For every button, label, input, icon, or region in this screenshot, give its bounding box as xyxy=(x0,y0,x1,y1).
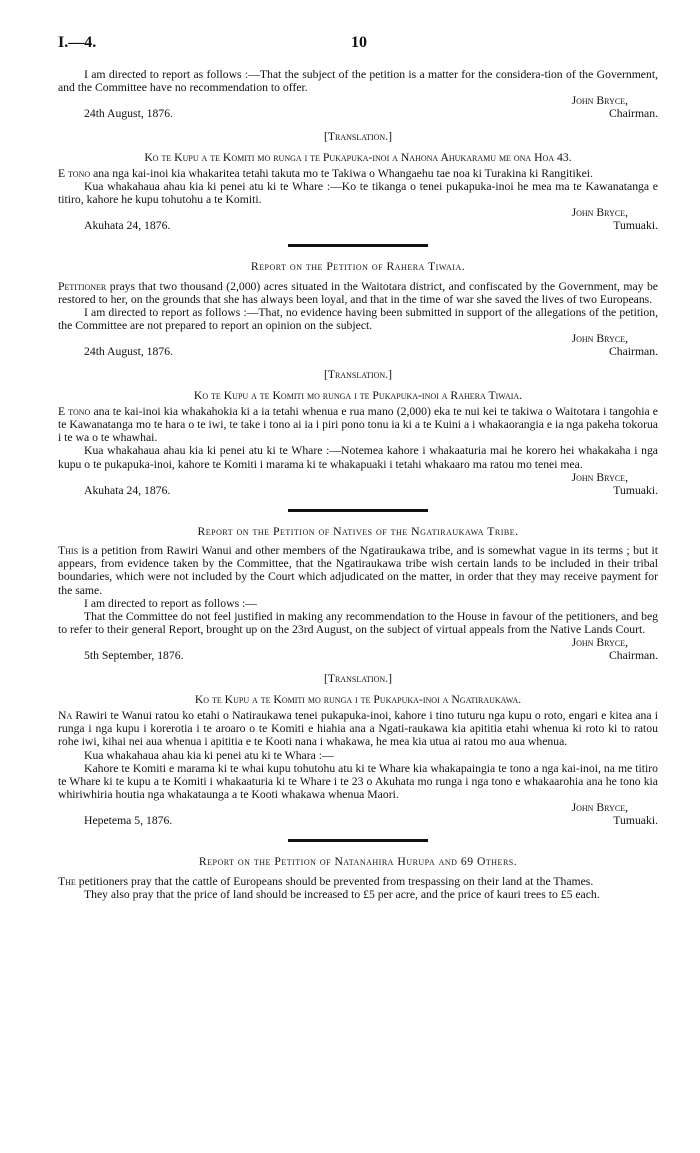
translation-label: [Translation.] xyxy=(323,672,393,686)
signatory-name: John Bryce, xyxy=(571,206,628,220)
lead-words: Petitioner xyxy=(58,279,107,293)
lead-words: This xyxy=(58,544,79,558)
report-date: Hepetema 5, 1876. xyxy=(84,814,173,828)
lead-words: The xyxy=(58,874,76,888)
section-title: Report on the Petition of Natanahira Hurupa and 69 Others. xyxy=(198,855,518,869)
report-date: 24th August, 1876. xyxy=(84,345,173,359)
signatory-name: John Bryce, xyxy=(571,332,628,346)
lead-words: E tono xyxy=(58,404,91,418)
document-body xyxy=(58,68,658,901)
report-date: Akuhata 24, 1876. xyxy=(84,483,171,497)
report-paragraph: This is a petition from Rawiri Wanui and other members of the Ngatiraukawa tribe, and is somewhat vague in its terms ; but it appears, from evidence taken by the Committee, that the Ngatiraukawa tribe wish certain lands to be included in their tribal boundaries, which were not included by the Court which adjudicated on the matter, in order that they may receive payment for the same. xyxy=(58,544,658,597)
signatory-role: Chairman. xyxy=(608,345,658,359)
signatory-role: Tumuaki. xyxy=(613,814,658,828)
report-paragraph: The petitioners pray that the cattle of Europeans should be prevented from trespassing on their land at the Thames. xyxy=(58,874,594,888)
lead-words: Na xyxy=(58,708,73,722)
document-reference: I.—4. xyxy=(58,34,97,51)
signatory-name: John Bryce, xyxy=(571,636,628,650)
report-paragraph: They also pray that the price of land should be increased to £5 per acre, and the price of kauri trees to £5 each. xyxy=(84,887,600,901)
lead-words: E tono xyxy=(58,166,91,180)
signature-block xyxy=(58,332,658,358)
report-date: 5th September, 1876. xyxy=(84,649,184,663)
report-paragraph: E tono ana nga kai-inoi kia whakaritea tetahi takuta mo te Takiwa o Whangaehu tae noa ki Turakina ki Rangitikei. xyxy=(58,166,593,180)
section-title: Ko te Kupu a te Komiti mo runga i te Pukapuka-inoi a Nahona Ahukaramu me ona Hoa 43. xyxy=(144,150,572,164)
translation-label: [Translation.] xyxy=(323,130,393,144)
section-divider xyxy=(288,509,428,512)
section-divider xyxy=(288,839,428,842)
page-header xyxy=(58,34,658,54)
report-paragraph: I am directed to report as follows :—That, no evidence having been submitted in support of the allegations of the petition, the Committee are not prepared to report an opinion on the subject. xyxy=(58,306,658,333)
translation-label: [Translation.] xyxy=(323,368,393,382)
signatory-role: Tumuaki. xyxy=(613,219,658,233)
report-paragraph: Kua whakahaua ahau kia ki penei atu ki te Whare :—Ko te tikanga o tenei pukapuka-inoi he mea ma te Kawanatanga e titiro, kahore he kupu tohutohu a te Komiti. xyxy=(58,180,658,207)
signature-block xyxy=(58,801,658,827)
signature-block xyxy=(58,636,658,662)
signatory-name: John Bryce, xyxy=(571,801,628,815)
section-title: Ko te Kupu a te Komiti mo runga i te Pukapuka-inoi a Rahera Tiwaia. xyxy=(193,388,523,402)
report-paragraph: Kahore te Komiti e marama ki te whai kupu tohutohu atu ki te Whare kia whakapaingia te tono a nga kai-inoi, na me titiro te Whare ki te kupu a te Komiti i whakaaturia ki te Whare i te 23 o Akuhata mo runga i nga tono e whakaarohia ana he tono kia whiriwhiria houtia nga whakataunga a te Kooti whakawa whenua Maori. xyxy=(58,761,658,802)
report-date: Akuhata 24, 1876. xyxy=(84,219,171,233)
report-date: 24th August, 1876. xyxy=(84,107,173,121)
report-paragraph: E tono ana te kai-inoi kia whakahokia ki a ia tetahi whenua e rua mano (2,000) eka te nui kei te takiwa o Waitotara i tangohia e te Kawanatanga mo te hara o te iwi, te take i tono ai ia i piri pono tonu ia ki a te Kuini a i whakaorangia e ia nga pakeha tokorua i te wa o te whawhai. xyxy=(58,404,658,445)
report-paragraph: Petitioner prays that two thousand (2,000) acres situated in the Waitotara district, and confiscated by the Government, may be restored to her, on the grounds that she has always been loyal, and that in the time of war she saved the lives of two Europeans. xyxy=(58,279,658,306)
signatory-role: Tumuaki. xyxy=(613,483,658,497)
signature-block xyxy=(58,471,658,497)
report-paragraph: Kua whakahaua ahau kia ki penei atu ki te Whara :— xyxy=(84,748,334,762)
page-number: 10 xyxy=(351,34,367,51)
report-paragraph: I am directed to report as follows :—That the subject of the petition is a matter for the considera-tion of the Government, and the Committee have no recommendation to offer. xyxy=(58,68,658,95)
signatory-name: John Bryce, xyxy=(571,94,628,108)
report-paragraph: Kua whakahaua ahau kia ki penei atu ki te Whare :—Notemea kahore i whakaaturia mai he korero hei whakakaha i nga kupu o te pukapuka-inoi, kahore te Komiti i marama ki te whakapuaki i tetahi whakaaro ma ratou mo tenei mea. xyxy=(58,444,658,471)
section-title: Report on the Petition of Natives of the Ngatiraukawa Tribe. xyxy=(197,524,519,538)
signatory-name: John Bryce, xyxy=(571,470,628,484)
section-divider xyxy=(288,244,428,247)
report-paragraph: Na Rawiri te Wanui ratou ko etahi o Natiraukawa tenei pukapuka-inoi, kahore i tino tuturu nga kupu o roto, engari e kitea ana i runga i nga kupu i korerotia i te aroaro o te Komiti e hiahia ana a Ngati-raukawa kia apititia etahi whenua ki roto ki to ratou rohe iwi, kihai nei aua whenua i apititia e te Kooti nana i whakawa, he mea kia utua ai ratou mo aua whenua. xyxy=(58,708,658,749)
signature-block xyxy=(58,94,658,120)
report-paragraph: That the Committee do not feel justified in making any recommendation to the House in favour of the petitioners, and beg to refer to their general Report, brought up on the 23rd August, on the subject of virtual appeals from the Native Lands Court. xyxy=(58,610,658,637)
signatory-role: Chairman. xyxy=(608,649,658,663)
section-title: Ko te Kupu a te Komiti mo runga i te Pukapuka-inoi a Ngatiraukawa. xyxy=(194,692,522,706)
section-title: Report on the Petition of Rahera Tiwaia. xyxy=(250,260,466,274)
signature-block xyxy=(58,206,658,232)
signatory-role: Chairman. xyxy=(608,107,658,121)
report-paragraph: I am directed to report as follows :— xyxy=(84,596,257,610)
